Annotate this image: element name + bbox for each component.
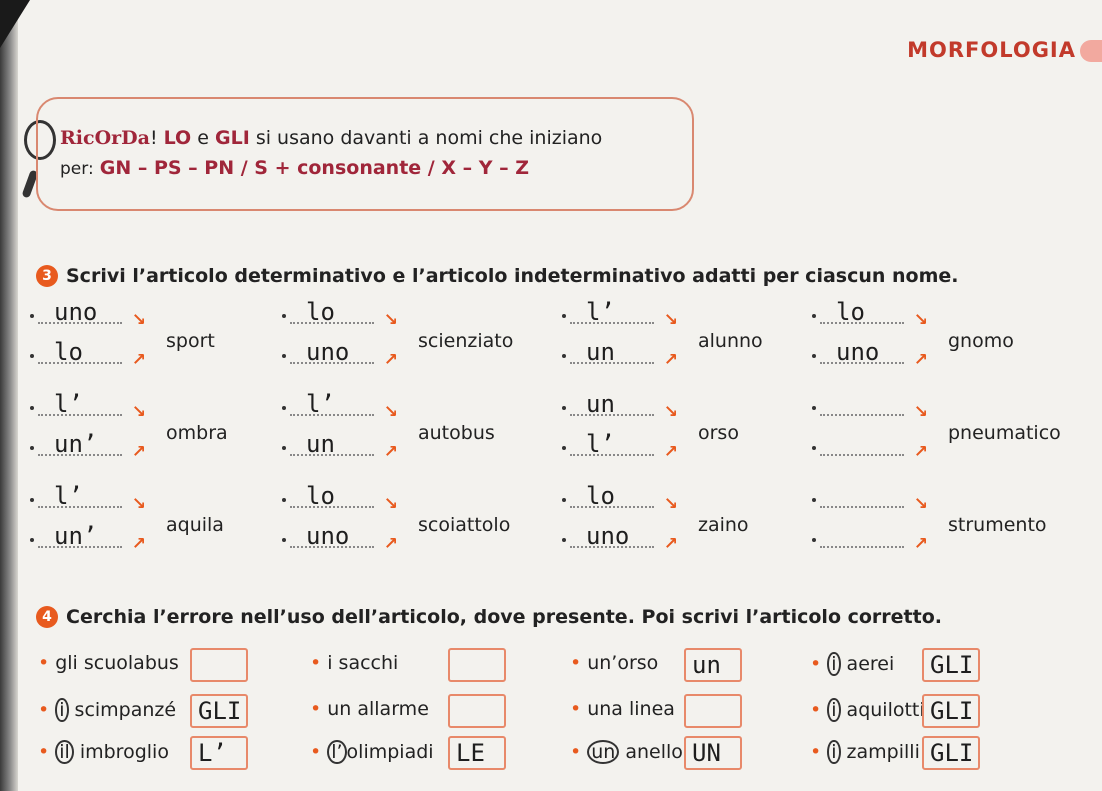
article-answer-bottom[interactable] (570, 522, 678, 554)
ricorda-gli: GLI (215, 127, 250, 149)
word: linea (629, 698, 675, 720)
handwritten-answer: un (692, 651, 721, 679)
arrow-down-right-icon: ↘ (663, 494, 678, 514)
arrow-up-right-icon: ↗ (131, 534, 146, 554)
handwritten-answer: un’ (54, 522, 98, 550)
exercise-4-item (38, 652, 179, 674)
exercise-3-noun: strumento (948, 514, 1047, 536)
word: anello (625, 741, 683, 763)
exercise-3-title (36, 265, 959, 287)
handwritten-answer: uno (306, 522, 350, 550)
article-answer-bottom[interactable] (290, 522, 398, 554)
arrow-up-right-icon: ↗ (913, 442, 928, 462)
handwritten-answer: un (306, 430, 335, 458)
arrow-down-right-icon: ↘ (131, 310, 146, 330)
exercise-3-noun: ombra (166, 422, 228, 444)
article[interactable]: l’ (327, 740, 346, 764)
exercise-3-noun: orso (698, 422, 739, 444)
bullet-icon (812, 314, 816, 318)
arrow-up-right-icon: ↗ (131, 350, 146, 370)
section-title: MORFOLOGIA (907, 38, 1076, 62)
article-answer-top[interactable] (570, 390, 678, 422)
bullet-icon: • (38, 652, 50, 674)
ricorda-per: per: (60, 159, 94, 179)
exercise-4-instruction: Cerchia l’errore nell’uso dell’articolo, dove presente. Poi scrivi l’articolo corretto. (66, 606, 942, 628)
bullet-icon: • (810, 741, 822, 763)
handwritten-answer: un (586, 390, 615, 418)
arrow-up-right-icon: ↗ (663, 442, 678, 462)
ricorda-exclaim: ! (149, 127, 158, 149)
article-answer-top[interactable] (570, 298, 678, 330)
exercise-3-noun: pneumatico (948, 422, 1061, 444)
exercise-4-number: 4 (36, 606, 58, 628)
handwritten-answer: un (586, 338, 615, 366)
ricorda-title: RicOrDa (60, 127, 150, 149)
answer-box[interactable] (190, 694, 248, 728)
ricorda-line-1 (60, 127, 602, 149)
exercise-3-noun: autobus (418, 422, 495, 444)
word: aerei (846, 653, 895, 675)
ricorda-e: e (197, 127, 209, 149)
answer-box[interactable] (922, 694, 980, 728)
arrow-up-right-icon: ↗ (663, 534, 678, 554)
article[interactable]: un’ (587, 652, 618, 674)
exercise-3-noun: gnomo (948, 330, 1014, 352)
exercise-3-noun: sport (166, 330, 215, 352)
bullet-icon: • (570, 698, 582, 720)
handwritten-answer: UN (692, 739, 721, 767)
article-answer-top[interactable] (290, 298, 398, 330)
handwritten-answer: lo (306, 298, 335, 326)
ricorda-box (36, 97, 694, 211)
exercise-3-noun: scienziato (418, 330, 514, 352)
handwritten-answer: GLI (198, 697, 242, 725)
bullet-icon (282, 354, 286, 358)
ricorda-line-2 (60, 157, 529, 179)
arrow-up-right-icon: ↗ (913, 534, 928, 554)
arrow-up-right-icon: ↗ (663, 350, 678, 370)
exercise-4-item (38, 740, 169, 764)
arrow-up-right-icon: ↗ (383, 442, 398, 462)
arrow-down-right-icon: ↘ (131, 402, 146, 422)
article-answer-bottom[interactable] (820, 524, 928, 554)
word: aquilotti (846, 699, 925, 721)
answer-box[interactable] (684, 648, 742, 682)
bullet-icon: • (310, 652, 322, 674)
exercise-4-item (310, 698, 429, 720)
handwritten-answer: LE (456, 739, 485, 767)
word: zampilli (846, 741, 920, 763)
exercise-4-item (810, 652, 894, 676)
exercise-4-item (570, 652, 658, 674)
bullet-icon (562, 538, 566, 542)
word: olimpiadi (346, 741, 434, 763)
article-answer-bottom[interactable] (570, 338, 678, 370)
word: scimpanzé (74, 699, 177, 721)
article-answer-top[interactable] (820, 484, 928, 514)
bullet-icon (30, 314, 34, 318)
handwritten-answer: l’ (586, 298, 615, 326)
arrow-down-right-icon: ↘ (383, 494, 398, 514)
article-answer-bottom[interactable] (38, 522, 146, 554)
word: allarme (357, 698, 429, 720)
article-answer-top[interactable] (38, 482, 146, 514)
bullet-icon (282, 406, 286, 410)
arrow-down-right-icon: ↘ (131, 494, 146, 514)
article-answer-top[interactable] (290, 390, 398, 422)
bullet-icon: • (310, 741, 322, 763)
word: scuolabus (83, 652, 179, 674)
dotted-line (820, 506, 904, 508)
exercise-3-noun: scoiattolo (418, 514, 511, 536)
handwritten-answer: uno (54, 298, 98, 326)
exercise-4-item (570, 698, 675, 720)
article-answer-bottom[interactable] (570, 430, 678, 462)
exercise-4-item (570, 740, 683, 764)
article[interactable]: un (587, 740, 619, 764)
bullet-icon (30, 354, 34, 358)
article-answer-top[interactable] (820, 298, 928, 330)
arrow-down-right-icon: ↘ (663, 310, 678, 330)
page-corner (0, 0, 30, 48)
word: imbroglio (79, 741, 169, 763)
bullet-icon: • (310, 698, 322, 720)
article[interactable]: gli (55, 652, 78, 674)
handwritten-answer: un’ (54, 430, 98, 458)
article[interactable]: il (55, 740, 74, 764)
arrow-down-right-icon: ↘ (913, 494, 928, 514)
bullet-icon (812, 354, 816, 358)
exercise-4-item (810, 698, 925, 722)
answer-box[interactable] (190, 736, 248, 770)
bullet-icon (282, 538, 286, 542)
bullet-icon (812, 498, 816, 502)
article-answer-bottom[interactable] (820, 432, 928, 462)
article-answer-top[interactable] (290, 482, 398, 514)
handwritten-answer: lo (306, 482, 335, 510)
handwritten-answer: GLI (930, 739, 974, 767)
article-answer-bottom[interactable] (820, 338, 928, 370)
article[interactable]: i (827, 652, 840, 676)
arrow-down-right-icon: ↘ (383, 310, 398, 330)
bullet-icon (562, 406, 566, 410)
bullet-icon (562, 354, 566, 358)
article-answer-bottom[interactable] (38, 430, 146, 462)
arrow-up-right-icon: ↗ (131, 442, 146, 462)
arrow-up-right-icon: ↗ (383, 534, 398, 554)
dotted-line (820, 454, 904, 456)
answer-box[interactable] (684, 736, 742, 770)
handwritten-answer: GLI (930, 651, 974, 679)
bullet-icon (812, 406, 816, 410)
exercise-3-instruction: Scrivi l’articolo determinativo e l’articolo indeterminativo adatti per ciascun nome. (66, 265, 959, 287)
answer-box[interactable] (922, 648, 980, 682)
handwritten-answer: GLI (930, 697, 974, 725)
bullet-icon: • (810, 653, 822, 675)
answer-box[interactable] (922, 736, 980, 770)
exercise-4-item (310, 740, 434, 764)
answer-box[interactable] (448, 648, 506, 682)
bullet-icon (812, 538, 816, 542)
exercise-3-noun: zaino (698, 514, 749, 536)
bullet-icon (562, 314, 566, 318)
article[interactable]: una (587, 698, 623, 720)
exercise-4-item (810, 740, 920, 764)
dotted-line (820, 414, 904, 416)
handwritten-answer: uno (306, 338, 350, 366)
arrow-down-right-icon: ↘ (913, 310, 928, 330)
bullet-icon: • (570, 741, 582, 763)
exercise-3-number: 3 (36, 265, 58, 287)
handwritten-answer: uno (836, 338, 880, 366)
article-answer-top[interactable] (820, 392, 928, 422)
exercise-4-title (36, 606, 942, 628)
bullet-icon (562, 446, 566, 450)
handwritten-answer: l’ (54, 390, 83, 418)
article[interactable]: i (827, 698, 840, 722)
bullet-icon: • (38, 699, 50, 721)
bullet-icon: • (38, 741, 50, 763)
page-spine (0, 0, 18, 791)
exercise-3-noun: aquila (166, 514, 224, 536)
article-answer-top[interactable] (38, 390, 146, 422)
exercise-4-item (38, 698, 176, 722)
article[interactable]: un (327, 698, 352, 720)
handwritten-answer: l’ (54, 482, 83, 510)
handwritten-answer: l’ (306, 390, 335, 418)
ricorda-lo: LO (163, 127, 192, 149)
handwritten-answer: lo (54, 338, 83, 366)
article-answer-bottom[interactable] (38, 338, 146, 370)
article-answer-bottom[interactable] (290, 430, 398, 462)
article-answer-top[interactable] (570, 482, 678, 514)
handwritten-answer: l’ (586, 430, 615, 458)
dotted-line (820, 546, 904, 548)
bullet-icon (30, 446, 34, 450)
article[interactable]: i (327, 652, 333, 674)
answer-box[interactable] (190, 648, 248, 682)
arrow-down-right-icon: ↘ (383, 402, 398, 422)
arrow-up-right-icon: ↗ (383, 350, 398, 370)
bullet-icon (282, 446, 286, 450)
handwritten-answer: uno (586, 522, 630, 550)
bullet-icon (30, 406, 34, 410)
bullet-icon (30, 538, 34, 542)
handwritten-answer: L’ (198, 739, 227, 767)
article-answer-top[interactable] (38, 298, 146, 330)
handwritten-answer: lo (586, 482, 615, 510)
answer-box[interactable] (448, 736, 506, 770)
bullet-icon (30, 498, 34, 502)
arrow-down-right-icon: ↘ (913, 402, 928, 422)
word: orso (617, 652, 659, 674)
exercise-4-item (310, 652, 398, 674)
word: sacchi (338, 652, 399, 674)
ricorda-rule: GN – PS – PN / S + consonante / X – Y – Z (99, 157, 529, 179)
answer-box[interactable] (448, 694, 506, 728)
bullet-icon (282, 314, 286, 318)
handwritten-answer: lo (836, 298, 865, 326)
bullet-icon: • (570, 652, 582, 674)
bullet-icon (562, 498, 566, 502)
exercise-3-noun: alunno (698, 330, 763, 352)
bullet-icon (282, 498, 286, 502)
answer-box[interactable] (684, 694, 742, 728)
arrow-down-right-icon: ↘ (663, 402, 678, 422)
article[interactable]: i (55, 698, 68, 722)
ricorda-text: si usano davanti a nomi che iniziano (255, 127, 603, 149)
arrow-up-right-icon: ↗ (913, 350, 928, 370)
bullet-icon: • (810, 699, 822, 721)
article[interactable]: i (827, 740, 840, 764)
header-tab-marker (1080, 40, 1102, 62)
article-answer-bottom[interactable] (290, 338, 398, 370)
bullet-icon (812, 446, 816, 450)
